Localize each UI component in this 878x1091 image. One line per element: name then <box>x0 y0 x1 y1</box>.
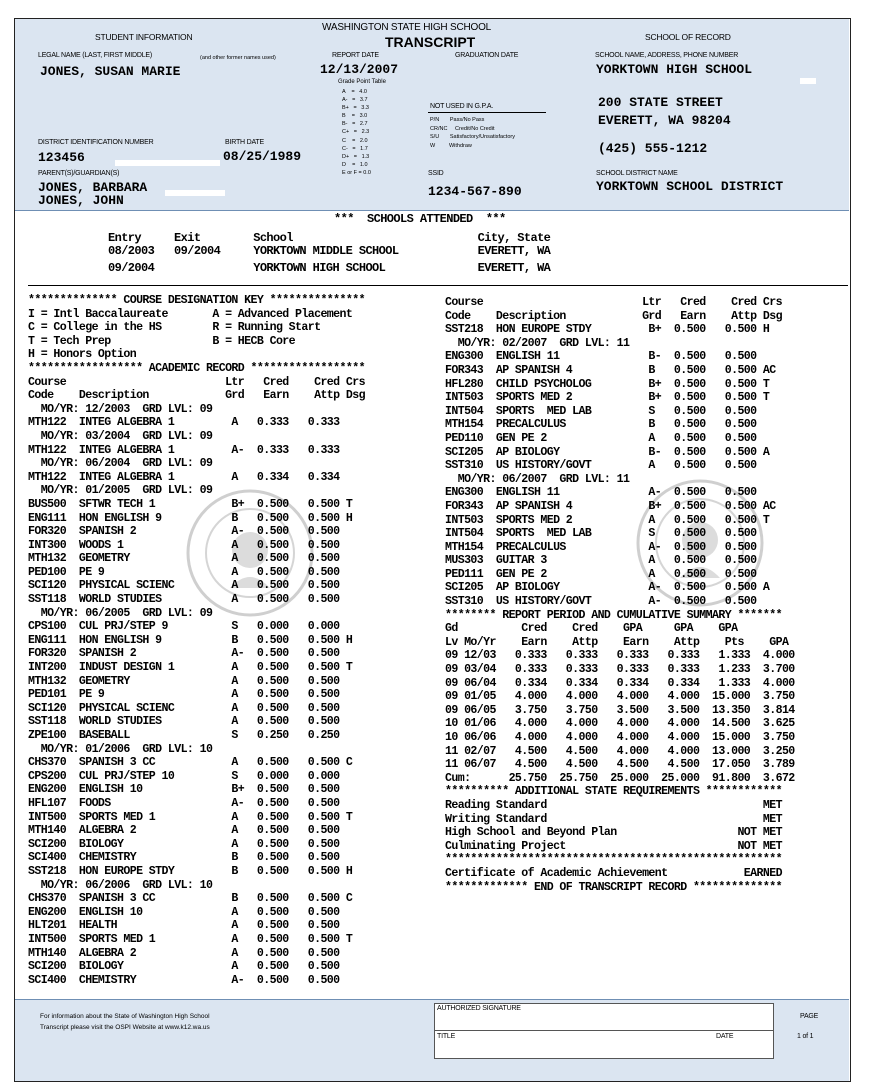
record-line: SCI205 AP BIOLOGY A- 0.500 0.500 A <box>445 581 770 595</box>
grade-point-table <box>342 89 371 178</box>
district-id: 123456 <box>38 150 85 165</box>
record-line: INT500 SPORTS MED 1 A 0.500 0.500 T <box>28 810 353 824</box>
record-line: MO/YR: 06/2006 GRD LVL: 10 <box>28 878 213 892</box>
school-row: 08/2003 09/2004 YORKTOWN MIDDLE SCHOOL EVERETT, WA <box>108 244 551 258</box>
record-line: T = Tech Prep B = HECB Core <box>28 334 296 348</box>
record-line: ZPE100 BASEBALL S 0.250 0.250 <box>28 729 340 742</box>
gpa-row: C- = 1.7 <box>342 145 368 152</box>
academic-record-right-column <box>445 296 795 894</box>
record-line: SCI205 AP BIOLOGY B- 0.500 0.500 A <box>445 445 770 459</box>
school-row: 09/2004 YORKTOWN HIGH SCHOOL EVERETT, WA <box>108 261 551 275</box>
report-date: 12/13/2007 <box>320 62 399 77</box>
record-line: SCI400 CHEMISTRY B 0.500 0.500 <box>28 851 340 865</box>
birth-date-label: BIRTH DATE <box>225 139 264 146</box>
school-phone: (425) 555-1212 <box>598 141 708 156</box>
record-line: ENG300 ENGLISH 11 B- 0.500 0.500 <box>445 350 757 364</box>
record-line: 11 02/07 4.500 4.500 4.000 4.000 13.000 3.250 <box>445 744 795 758</box>
record-line: ***************************************************** <box>445 853 782 867</box>
record-line: MTH122 INTEG ALGEBRA 1 A 0.334 0.334 <box>28 470 340 484</box>
record-line: MO/YR: 01/2005 GRD LVL: 09 <box>28 484 213 498</box>
report-date-label: REPORT DATE <box>332 52 379 59</box>
record-line: Code Description Grd Earn Attp Dsg <box>445 309 782 323</box>
schools-attended-title: *** SCHOOLS ATTENDED *** <box>334 212 506 226</box>
gpa-row: E or F = 0.0 <box>342 169 371 176</box>
record-line: Course Ltr Cred Cred Crs <box>28 375 365 389</box>
school-address-label: SCHOOL NAME, ADDRESS, PHONE NUMBER <box>595 52 739 59</box>
gpa-row: D = 1.0 <box>342 161 368 168</box>
record-line: ******** REPORT PERIOD AND CUMULATIVE SUMMARY ******* <box>445 608 782 622</box>
header-mark <box>165 190 225 196</box>
record-line: MTH154 PRECALCULUS B 0.500 0.500 <box>445 418 757 432</box>
signature-label: AUTHORIZED SIGNATURE <box>437 1005 521 1012</box>
record-line: Reading Standard MET <box>445 798 782 812</box>
record-line: Code Description Grd Earn Attp Dsg <box>28 389 365 403</box>
parent-1: JONES, BARBARA <box>38 180 148 195</box>
record-line: 11 06/07 4.500 4.500 4.500 4.500 17.050 3.789 <box>445 758 795 772</box>
not-used-item: W Withdraw <box>430 142 472 149</box>
school-city: EVERETT, WA 98204 <box>598 113 731 128</box>
record-line: SST310 US HISTORY/GOVT A- 0.500 0.500 <box>445 595 757 609</box>
record-line: 10 06/06 4.000 4.000 4.000 4.000 15.000 3.750 <box>445 731 795 744</box>
record-line: ENG200 ENGLISH 10 A 0.500 0.500 <box>28 905 340 919</box>
record-line: 09 06/05 3.750 3.750 3.500 3.500 13.350 3.814 <box>445 703 795 717</box>
academic-record-left-column <box>28 294 365 987</box>
record-line: MTH140 ALGEBRA 2 A 0.500 0.500 <box>28 946 340 960</box>
record-line: ************* END OF TRANSCRIPT RECORD ************** <box>445 880 782 894</box>
schools-attended-header: Entry Exit School City, State <box>108 231 551 245</box>
not-used-label: NOT USED IN G.P.A. <box>430 103 494 110</box>
legal-name-label: LEGAL NAME (LAST, FIRST MIDDLE) <box>38 52 152 59</box>
record-line: SCI120 PHYSICAL SCIENC A 0.500 0.500 <box>28 701 340 715</box>
gpa-row: B = 3.0 <box>342 113 368 120</box>
gpa-row: C+ = 2.3 <box>342 129 370 136</box>
record-line: MTH140 ALGEBRA 2 A 0.500 0.500 <box>28 824 340 838</box>
record-line: ENG300 ENGLISH 11 A- 0.500 0.500 <box>445 486 757 500</box>
gpa-row: A = 4.0 <box>342 89 367 95</box>
record-line: CHS370 SPANISH 3 CC B 0.500 0.500 C <box>28 892 353 906</box>
district-name: YORKTOWN SCHOOL DISTRICT <box>596 179 784 194</box>
record-line: MTH122 INTEG ALGEBRA 1 A 0.333 0.333 <box>28 416 340 430</box>
record-line: PED100 PE 9 A 0.500 0.500 <box>28 565 340 579</box>
not-used-list <box>430 117 515 151</box>
record-line: 09 01/05 4.000 4.000 4.000 4.000 15.000 3.750 <box>445 690 795 704</box>
gpa-row: D+ = 1.3 <box>342 153 370 160</box>
not-used-item: P/N Pass/No Pass <box>430 117 485 123</box>
title-label: TITLE <box>437 1033 456 1040</box>
transcript-title: TRANSCRIPT <box>385 34 476 50</box>
record-line: ENG111 HON ENGLISH 9 B 0.500 0.500 H <box>28 511 353 525</box>
record-line: 09 06/04 0.334 0.334 0.334 0.334 1.333 4.000 <box>445 676 795 690</box>
district-id-label: DISTRICT IDENTIFICATION NUMBER <box>38 139 154 146</box>
record-line: SST118 WORLD STUDIES A 0.500 0.500 <box>28 715 340 729</box>
record-line: MO/YR: 06/2005 GRD LVL: 09 <box>28 606 213 620</box>
record-line: 09 03/04 0.333 0.333 0.333 0.333 1.233 3.700 <box>445 663 795 677</box>
record-line: INT503 SPORTS MED 2 A 0.500 0.500 T <box>445 513 770 527</box>
record-line: Gd Cred Cred GPA GPA GPA <box>445 622 738 636</box>
gpa-row: A- = 3.7 <box>342 97 368 104</box>
date-label: DATE <box>716 1033 734 1040</box>
record-line: Writing Standard MET <box>445 812 782 826</box>
record-line: SST218 HON EUROPE STDY B 0.500 0.500 H <box>28 864 353 878</box>
record-line: CPS100 CUL PRJ/STEP 9 S 0.000 0.000 <box>28 620 340 634</box>
record-line: SST218 HON EUROPE STDY B+ 0.500 0.500 H <box>445 323 770 337</box>
district-name-label: SCHOOL DISTRICT NAME <box>596 170 678 177</box>
record-line: INT504 SPORTS MED LAB S 0.500 0.500 <box>445 527 757 541</box>
record-line: MTH132 GEOMETRY A 0.500 0.500 <box>28 674 340 688</box>
not-used-item: S/U Satisfactory/Unsatisfactory <box>430 134 515 140</box>
record-line: MTH122 INTEG ALGEBRA 1 A- 0.333 0.333 <box>28 443 340 457</box>
record-line: MO/YR: 02/2007 GRD LVL: 11 <box>445 336 630 350</box>
record-line: ****************** ACADEMIC RECORD ****************** <box>28 361 365 375</box>
record-line: ENG200 ENGLISH 10 B+ 0.500 0.500 <box>28 783 340 797</box>
record-line: INT500 SPORTS MED 1 A 0.500 0.500 T <box>28 932 353 946</box>
record-line: Cum: 25.750 25.750 25.000 25.000 91.800 3.672 <box>445 771 795 785</box>
school-street: 200 STATE STREET <box>598 95 723 110</box>
footer-info-line1: For information about the State of Washington High School <box>40 1013 210 1020</box>
record-line: FOR320 SPANISH 2 A- 0.500 0.500 <box>28 647 340 661</box>
record-line: INT504 SPORTS MED LAB S 0.500 0.500 <box>445 404 757 418</box>
record-line: FOR343 AP SPANISH 4 B+ 0.500 0.500 AC <box>445 499 776 513</box>
record-line: C = College in the HS R = Running Start <box>28 321 321 335</box>
record-line: MO/YR: 12/2003 GRD LVL: 09 <box>28 402 213 416</box>
gpa-row: B+ = 3.3 <box>342 105 369 112</box>
record-line: Lv Mo/Yr Earn Attp Earn Attp Pts GPA <box>445 635 789 649</box>
record-line: FOR320 SPANISH 2 A- 0.500 0.500 <box>28 525 340 539</box>
record-line: MUS303 GUITAR 3 A 0.500 0.500 <box>445 554 757 568</box>
record-line: HLT201 HEALTH A 0.500 0.500 <box>28 919 340 933</box>
record-line: MO/YR: 03/2004 GRD LVL: 09 <box>28 429 213 443</box>
record-line: INT503 SPORTS MED 2 B+ 0.500 0.500 T <box>445 391 770 405</box>
record-line: PED111 GEN PE 2 A 0.500 0.500 <box>445 567 757 581</box>
record-line: ENG111 HON ENGLISH 9 B 0.500 0.500 H <box>28 633 353 647</box>
record-line: H = Honors Option <box>28 348 137 362</box>
section-divider <box>28 285 848 286</box>
record-line: HFL107 FOODS A- 0.500 0.500 <box>28 796 340 810</box>
record-line: INT300 WOODS 1 A 0.500 0.500 <box>28 538 340 552</box>
header-mark <box>800 78 816 84</box>
record-line: SCI200 BIOLOGY A 0.500 0.500 <box>28 837 340 851</box>
record-line: SCI120 PHYSICAL SCIENC A 0.500 0.500 <box>28 579 340 593</box>
record-line: SCI200 BIOLOGY A 0.500 0.500 <box>28 960 340 974</box>
ssid-label: SSID <box>428 170 444 177</box>
record-line: MO/YR: 06/2007 GRD LVL: 11 <box>445 472 630 486</box>
record-line: Course Ltr Cred Cred Crs <box>445 296 782 309</box>
record-line: CPS200 CUL PRJ/STEP 10 S 0.000 0.000 <box>28 769 340 783</box>
ssid: 1234-567-890 <box>428 184 522 199</box>
record-line: SST118 WORLD STUDIES A 0.500 0.500 <box>28 593 340 607</box>
record-line: HFL280 CHILD PSYCHOLOG B+ 0.500 0.500 T <box>445 377 770 391</box>
record-line: Certificate of Academic Achievement EARNED <box>445 866 782 880</box>
gpa-row: C = 2.0 <box>342 137 368 144</box>
record-line: MO/YR: 06/2004 GRD LVL: 09 <box>28 457 213 471</box>
record-line: MO/YR: 01/2006 GRD LVL: 10 <box>28 742 213 756</box>
record-line: SCI400 CHEMISTRY A- 0.500 0.500 <box>28 973 340 987</box>
school-of-record-label: SCHOOL OF RECORD <box>645 32 731 42</box>
record-line: CHS370 SPANISH 3 CC A 0.500 0.500 C <box>28 756 353 770</box>
record-line: I = Intl Baccalaureate A = Advanced Placement <box>28 307 353 321</box>
legal-name: JONES, SUSAN MARIE <box>40 64 181 79</box>
transcript-title-line1: WASHINGTON STATE HIGH SCHOOL <box>322 22 492 33</box>
record-line: High School and Beyond Plan NOT MET <box>445 826 782 840</box>
record-line: ********** ADDITIONAL STATE REQUIREMENTS ************ <box>445 785 782 799</box>
parent-2: JONES, JOHN <box>38 193 124 208</box>
page-value: 1 of 1 <box>797 1033 814 1040</box>
parents-label: PARENT(S)/GUARDIAN(S) <box>38 170 120 177</box>
record-line: FOR343 AP SPANISH 4 B 0.500 0.500 AC <box>445 363 776 377</box>
record-line: PED110 GEN PE 2 A 0.500 0.500 <box>445 431 757 445</box>
legal-name-note: (and other former names used) <box>200 55 276 61</box>
grade-point-table-title: Grade Point Table <box>338 79 386 85</box>
record-line: Culminating Project NOT MET <box>445 839 782 853</box>
record-line: ************** COURSE DESIGNATION KEY *************** <box>28 294 365 307</box>
page-label: PAGE <box>800 1013 819 1020</box>
record-line: 09 12/03 0.333 0.333 0.333 0.333 1.333 4.000 <box>445 649 795 663</box>
not-used-underline <box>428 112 546 113</box>
record-line: SST310 US HISTORY/GOVT A 0.500 0.500 <box>445 459 757 473</box>
record-line: MTH154 PRECALCULUS A- 0.500 0.500 <box>445 540 757 554</box>
gpa-row: B- = 2.7 <box>342 121 368 128</box>
record-line: 10 01/06 4.000 4.000 4.000 4.000 14.500 3.625 <box>445 717 795 731</box>
not-used-item: CR/NC Credit/No Credit <box>430 125 495 132</box>
footer-info-line2: Transcript please visit the OSPI Website at www.k12.wa.us <box>40 1024 210 1031</box>
graduation-date-label: GRADUATION DATE <box>455 52 519 59</box>
record-line: MTH132 GEOMETRY A 0.500 0.500 <box>28 552 340 566</box>
record-line: INT200 INDUST DESIGN 1 A 0.500 0.500 T <box>28 661 353 675</box>
school-name: YORKTOWN HIGH SCHOOL <box>596 62 753 77</box>
student-info-label: STUDENT INFORMATION <box>95 32 193 42</box>
record-line: PED101 PE 9 A 0.500 0.500 <box>28 688 340 702</box>
header-mark <box>115 160 220 166</box>
birth-date: 08/25/1989 <box>223 149 302 164</box>
record-line: BUS500 SFTWR TECH 1 B+ 0.500 0.500 T <box>28 497 353 511</box>
